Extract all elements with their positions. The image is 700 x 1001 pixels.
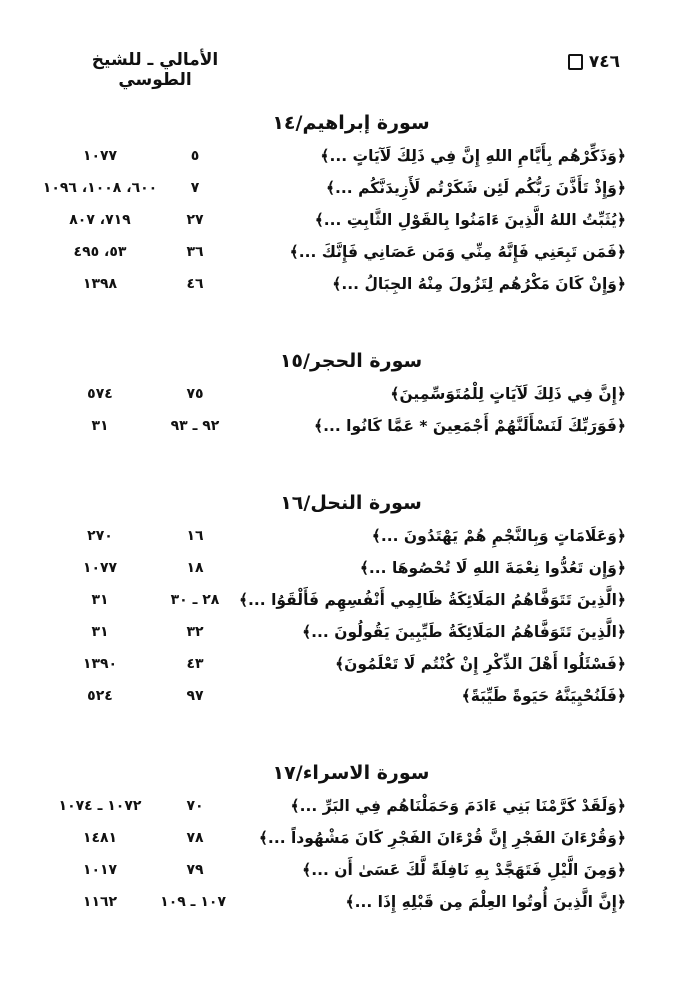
surah-section: [36, 106, 626, 300]
index-row: [36, 616, 626, 648]
ayah-number: ٩٧: [186, 688, 204, 704]
index-row: [36, 140, 626, 172]
page-references: ٥٢٤: [87, 688, 113, 704]
ayah-number: ٣٢: [186, 624, 204, 640]
index-body: [36, 106, 626, 962]
index-row: [36, 822, 626, 854]
page-references: ٣١: [91, 624, 109, 640]
verse-text: ﴿فَسْئَلُوا أَهْلَ الذِّكْرِ إِنْ كُنْتُم لَا تَعْلَمُونَ﴾: [335, 655, 626, 673]
index-row: [36, 648, 626, 680]
index-row: [36, 172, 626, 204]
index-row: [36, 378, 626, 410]
verse-text: ﴿يُثَبِّتُ اللهُ الَّذِينَ ءَامَنُوا بِالقَوْلِ الثَّابِتِ ...﴾: [314, 211, 626, 229]
page-references: ٦٠٠، ١٠٠٨، ١٠٩٦: [42, 180, 158, 196]
verse-text: ﴿وَإِنْ كَانَ مَكْرُهُم لِتَزُولَ مِنْهُ الجِبَالُ ...﴾: [332, 275, 626, 293]
page-references: ١٠٧٧: [82, 148, 118, 164]
page-references: ١٣٩٠: [82, 656, 118, 672]
verse-text: ﴿الَّذِينَ تَتَوَفَّاهُمُ المَلَائِكَةُ طَيِّبِينَ يَقُولُونَ ...﴾: [302, 623, 626, 641]
index-row: [36, 204, 626, 236]
index-row: [36, 854, 626, 886]
ayah-number: ١٨: [186, 560, 204, 576]
index-row: [36, 552, 626, 584]
ayah-number: ٢٧: [186, 212, 204, 228]
index-row: [36, 410, 626, 442]
ayah-number: ٢٨ ـ ٣٠: [170, 592, 220, 608]
ayah-number: ٧٠: [186, 798, 204, 814]
surah-title: سورة إبراهيم/١٤: [272, 112, 430, 134]
index-row: [36, 268, 626, 300]
verse-text: ﴿فَلَنُحْيِيَنَّهُ حَيَوةً طَيِّبَةً﴾: [461, 687, 626, 705]
page-references: ٣١: [91, 418, 109, 434]
verse-text: ﴿وَقُرْءَانَ الفَجْرِ إِنَّ قُرْءَانَ الفَجْرِ كَانَ مَشْهُوداً ...﴾: [258, 829, 626, 847]
page-references: ١٠٧٧: [82, 560, 118, 576]
ayah-number: ١٦: [186, 528, 204, 544]
surah-section: [36, 756, 626, 918]
running-title: الأمالي ـ للشيخ الطوسي: [91, 50, 219, 90]
surah-title: سورة النحل/١٦: [280, 492, 422, 514]
verse-text: ﴿الَّذِينَ تَتَوَفَّاهُمُ المَلَائِكَةُ ظَالِمِي أَنْفُسِهِم فَأَلْقَوُا ...﴾: [238, 591, 626, 609]
surah-title: سورة الاسراء/١٧: [272, 762, 430, 784]
surah-section: [36, 486, 626, 712]
page-references: ١٤٨١: [82, 830, 118, 846]
index-row: [36, 584, 626, 616]
page-references: ١٠١٧: [82, 862, 118, 878]
ayah-number: ٧٥: [186, 386, 204, 402]
verse-text: ﴿وَمِنَ الَّيْلِ فَتَهَجَّدْ بِهِ نَافِلَةً لَّكَ عَسَىٰ أَن ...﴾: [302, 861, 626, 879]
page-references: ١٠٧٢ ـ ١٠٧٤: [58, 798, 142, 814]
ayah-number: ٣٦: [186, 244, 204, 260]
page-references: ٢٧٠: [87, 528, 113, 544]
index-row: [36, 520, 626, 552]
verse-text: ﴿فَوَرَبِّكَ لَنَسْأَلَنَّهُمْ أَجْمَعِينَ * عَمَّا كَانُوا ...﴾: [313, 417, 626, 435]
verse-text: ﴿وَإِن تَعُدُّوا نِعْمَةَ اللهِ لَا تُحْصُوهَا ...﴾: [359, 559, 626, 577]
ayah-number: ٧٨: [186, 830, 204, 846]
verse-text: ﴿وَعَلَامَاتٍ وَبِالنَّجْمِ هُمْ يَهْتَدُونَ ...﴾: [371, 527, 626, 545]
ayah-number: ٩٢ ـ ٩٣: [170, 418, 220, 434]
page-number-text: ٧٤٦: [588, 52, 620, 72]
ayah-number: ٧٩: [186, 862, 204, 878]
verse-text: ﴿إِنَّ فِي ذَلِكَ لَآيَاتٍ لِلْمُتَوَسِّمِينَ﴾: [390, 385, 626, 403]
verse-text: ﴿وَذَكِّرْهُم بِأَيَّامِ اللهِ إِنَّ فِي ذَلِكَ لَآيَاتٍ ...﴾: [320, 147, 626, 165]
square-icon: [568, 54, 583, 70]
index-row: [36, 790, 626, 822]
verse-text: ﴿إِنَّ الَّذِينَ أُوتُوا العِلْمَ مِن قَبْلِهِ إِذَا ...﴾: [345, 893, 626, 911]
page-number: [545, 52, 620, 72]
verse-text: ﴿فَمَن تَبِعَنِي فَإِنَّهُ مِنِّي وَمَن عَصَانِي فَإِنَّكَ ...﴾: [289, 243, 626, 261]
index-row: [36, 236, 626, 268]
index-row: [36, 886, 626, 918]
index-row: [36, 680, 626, 712]
surah-section: [36, 344, 626, 442]
page-references: ١١٦٢: [82, 894, 118, 910]
verse-text: ﴿وَلَقَدْ كَرَّمْنَا بَنِي ءَادَمَ وَحَمَلْنَاهُم فِي البَرِّ ...﴾: [290, 797, 626, 815]
verse-text: ﴿وَإِذْ تَأَذَّنَ رَبُّكُم لَئِن شَكَرْتُم لَأَزِيدَنَّكُم ...﴾: [325, 179, 626, 197]
ayah-number: ٤٦: [186, 276, 204, 292]
ayah-number: ٥: [190, 148, 200, 164]
page-references: ٥٧٤: [87, 386, 113, 402]
ayah-number: ٤٣: [186, 656, 204, 672]
page-references: ١٣٩٨: [82, 276, 118, 292]
ayah-number: ٧: [190, 180, 200, 196]
surah-title: سورة الحجر/١٥: [279, 350, 423, 372]
ayah-number: ١٠٧ ـ ١٠٩: [160, 894, 226, 910]
page-references: ٥٣، ٤٩٥: [73, 244, 127, 260]
page-references: ٣١: [91, 592, 109, 608]
page-references: ٧١٩، ٨٠٧: [69, 212, 131, 228]
